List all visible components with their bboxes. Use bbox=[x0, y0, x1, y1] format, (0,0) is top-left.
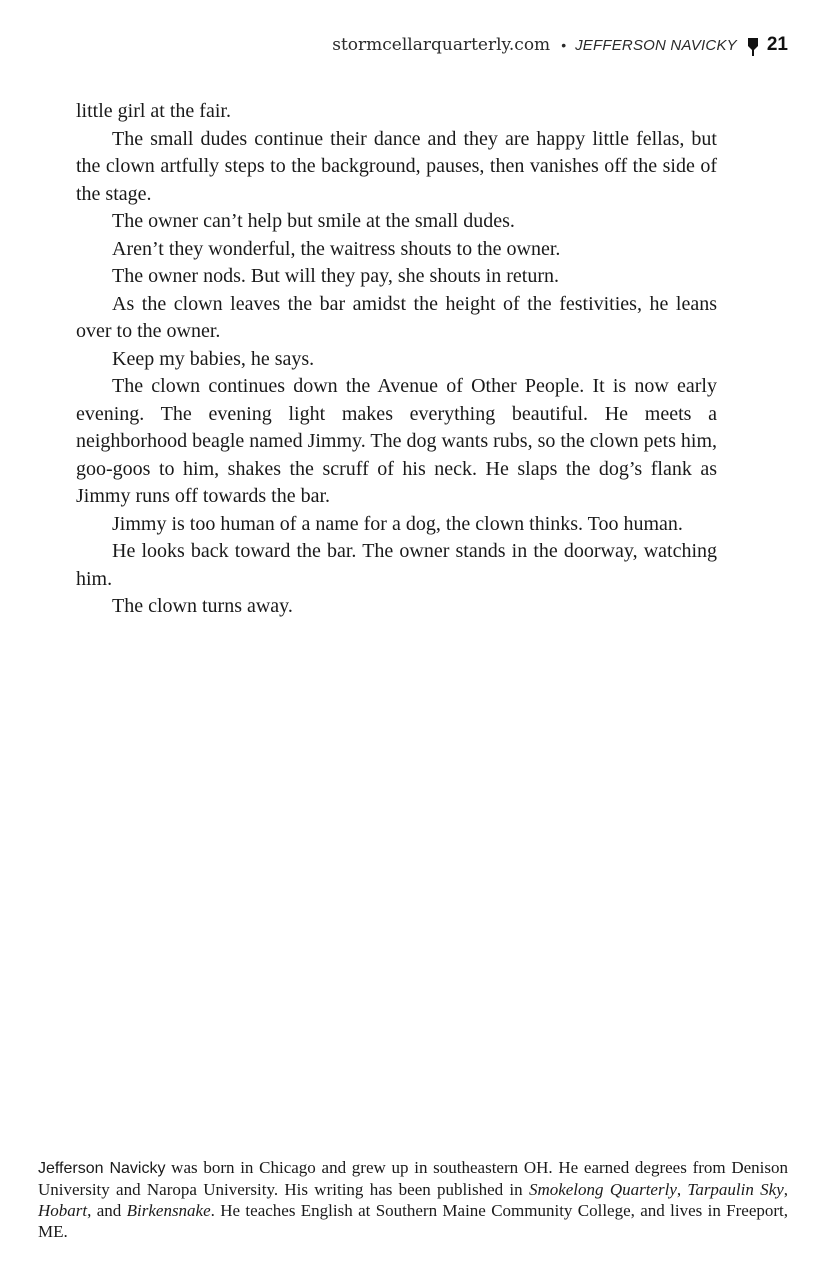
bio-publication: Smokelong Quarterly bbox=[528, 1180, 677, 1199]
story-body bbox=[76, 98, 717, 621]
page-number: 21 bbox=[766, 34, 788, 55]
story-paragraph: The clown continues down the Avenue of Other People. It is now early evening. The evening light makes everything beautiful. He meets a neighborhood beagle named Jimmy. The dog wants rubs, so the clown pets him, goo-goos to him, shakes the scruff of his neck. He slaps the dog’s flank as Jimmy runs off towards the bar. bbox=[76, 375, 718, 507]
story-paragraph: The owner can’t help but smile at the small dudes. bbox=[112, 210, 515, 232]
bio-text: . He teaches English at Southern Maine Community College, and lives in Freeport, ME. bbox=[38, 1201, 789, 1241]
story-paragraph: The owner nods. But will they pay, she shouts in return. bbox=[112, 265, 559, 287]
story-paragraph: Keep my babies, he says. bbox=[112, 347, 315, 370]
bio-publication: Hobart bbox=[38, 1201, 88, 1220]
ornament-icon bbox=[747, 37, 759, 57]
bio-publication: Birkensnake bbox=[126, 1201, 211, 1220]
bio-author-name: Jefferson Navicky bbox=[38, 1160, 166, 1177]
author-bio bbox=[38, 1157, 788, 1242]
header-author: JEFFERSON NAVICKY bbox=[575, 36, 737, 54]
story-paragraph: little girl at the fair. bbox=[76, 100, 231, 122]
bio-publication: Tarpaulin Sky bbox=[687, 1180, 784, 1199]
story-paragraph: The small dudes continue their dance and they are happy little fellas, but the clown artfully steps to the background, pauses, then vanishes off the side of the stage. bbox=[76, 127, 717, 205]
story-paragraph: Aren’t they wonderful, the waitress shouts to the owner. bbox=[112, 237, 561, 260]
bio-text: was born in Chicago and grew up in southeastern OH. He earned degrees from Denison University and Naropa University. His writing has been published in bbox=[38, 1158, 788, 1199]
site-name: stormcellarquarterly.com bbox=[332, 35, 551, 55]
header-bullet: • bbox=[561, 37, 567, 53]
story-paragraph: As the clown leaves the bar amidst the height of the festivities, he leans over to the owner. bbox=[76, 292, 717, 342]
bio-separator: , bbox=[676, 1180, 688, 1199]
bio-separator: , and bbox=[87, 1201, 127, 1220]
story-paragraph: He looks back toward the bar. The owner stands in the doorway, watching him. bbox=[76, 540, 717, 590]
story-paragraph: Jimmy is too human of a name for a dog, the clown thinks. Too human. bbox=[112, 512, 683, 535]
story-paragraph: The clown turns away. bbox=[112, 595, 293, 617]
bio-separator: , bbox=[783, 1180, 789, 1199]
running-header bbox=[332, 30, 788, 60]
